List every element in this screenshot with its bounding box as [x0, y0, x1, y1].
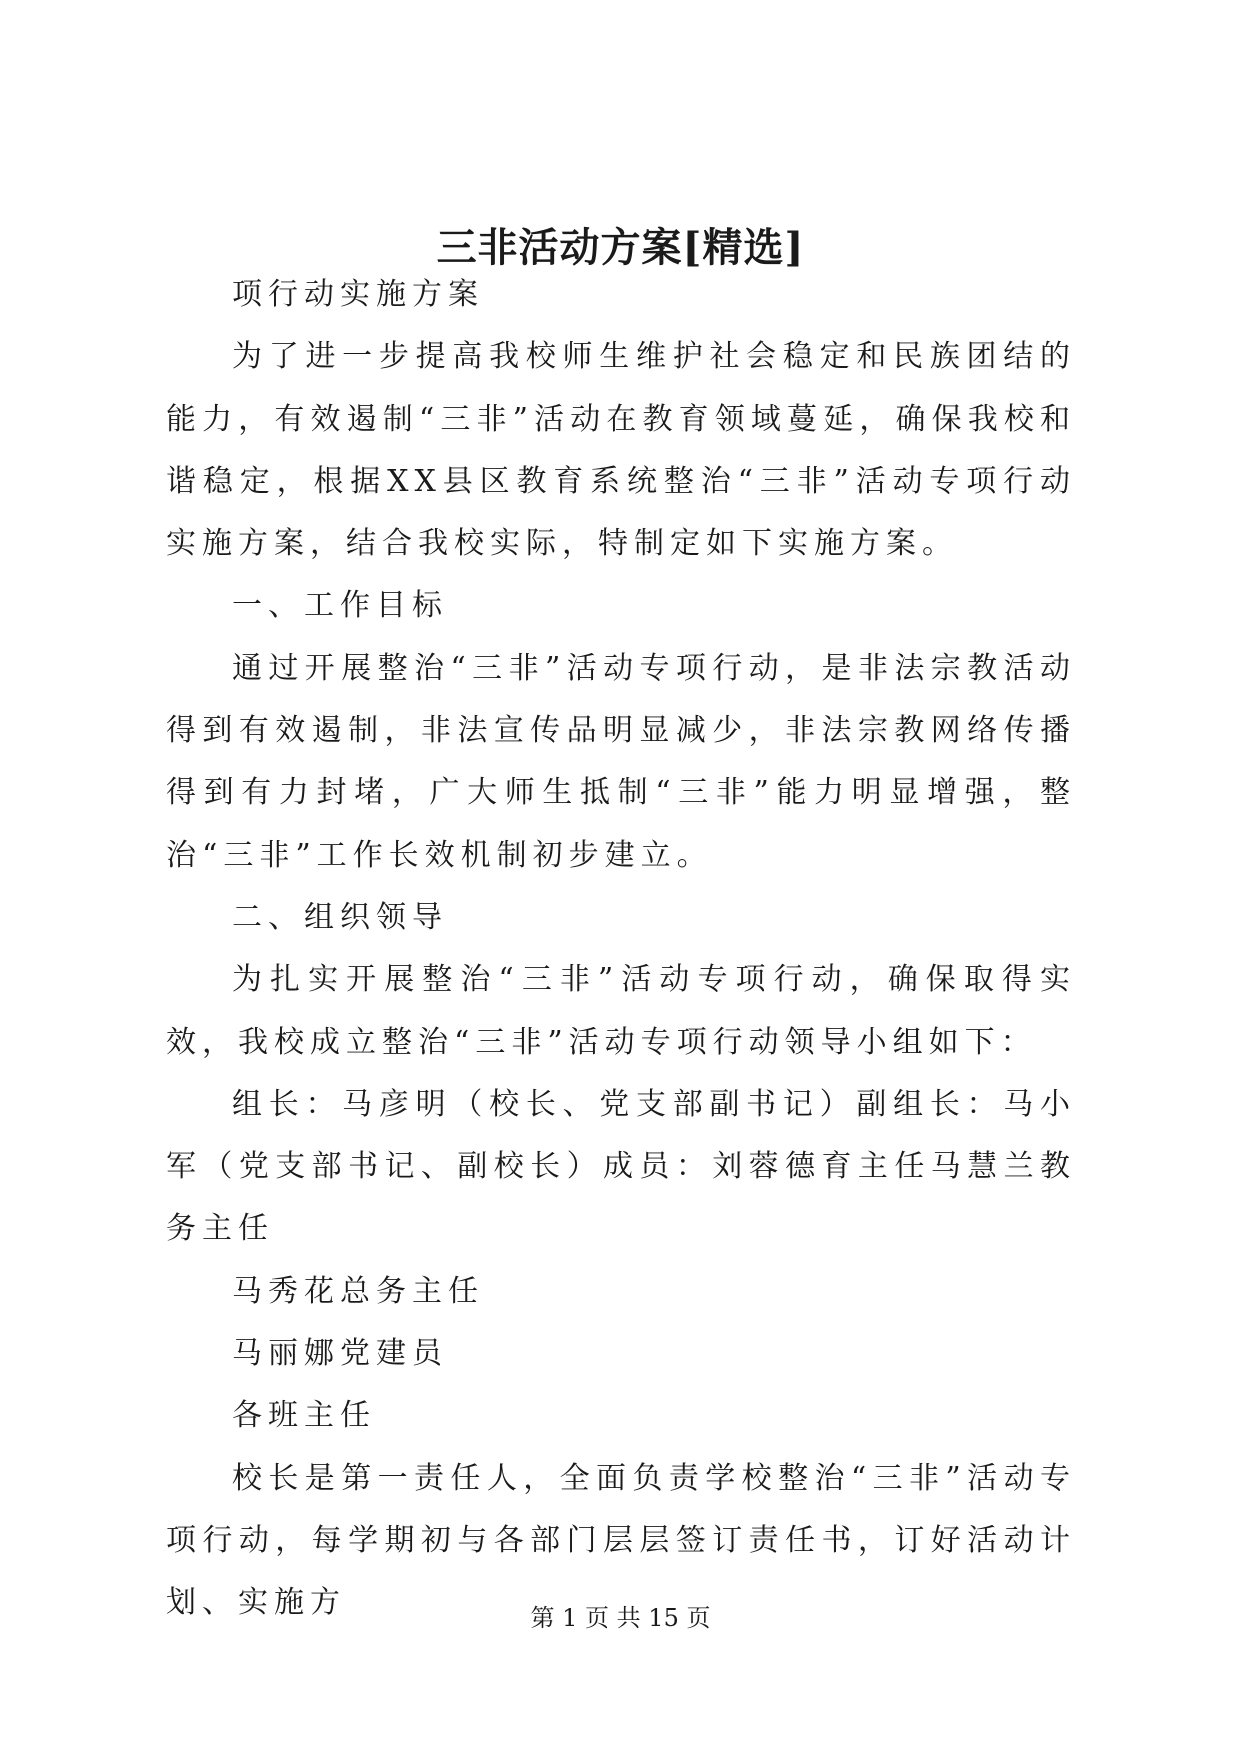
- document-title: 三非活动方案[精选]: [436, 224, 805, 271]
- page-number-footer: 第 1 页 共 15 页: [530, 1604, 711, 1632]
- paragraph-goals: 通过开展整治“三非”活动专项行动，是非法宗教活动得到有效遏制，非法宣传品明显减少，非法宗教网络传播得到有力封堵，广大师生抵制“三非”能力明显增强，整治“三非”工作长效机制初步建立。: [166, 650, 1076, 873]
- paragraph-subtitle: 项行动实施方案: [232, 277, 484, 312]
- section-heading-goals: 一、工作目标: [232, 588, 448, 624]
- paragraph-intro: 为了进一步提高我校师生维护社会稳定和民族团结的能力，有效遏制“三非”活动在教育领域蔓延，确保我校和谐稳定，根据XX县区教育系统整治“三非”活动专项行动实施方案，结合我校实际，特制定如下实施方案。: [166, 339, 1076, 562]
- section-heading-leadership: 二、组织领导: [232, 899, 448, 935]
- member-line: 马丽娜党建员: [232, 1336, 448, 1372]
- paragraph-responsibility: 校长是第一责任人，全面负责学校整治“三非”活动专项行动，每学期初与各部门层层签订责任书，订好活动计划、实施方: [166, 1460, 1076, 1621]
- member-line: 各班主任: [232, 1398, 376, 1434]
- document-body: [166, 264, 1076, 1635]
- paragraph-members: 组长：马彦明（校长、党支部副书记）副组长：马小军（党支部书记、副校长）成员：刘蓉德育主任马慧兰教务主任: [166, 1086, 1076, 1247]
- paragraph-leadership: 为扎实开展整治“三非”活动专项行动，确保取得实效，我校成立整治“三非”活动专项行动领导小组如下：: [166, 962, 1076, 1060]
- member-line: 马秀花总务主任: [232, 1273, 484, 1309]
